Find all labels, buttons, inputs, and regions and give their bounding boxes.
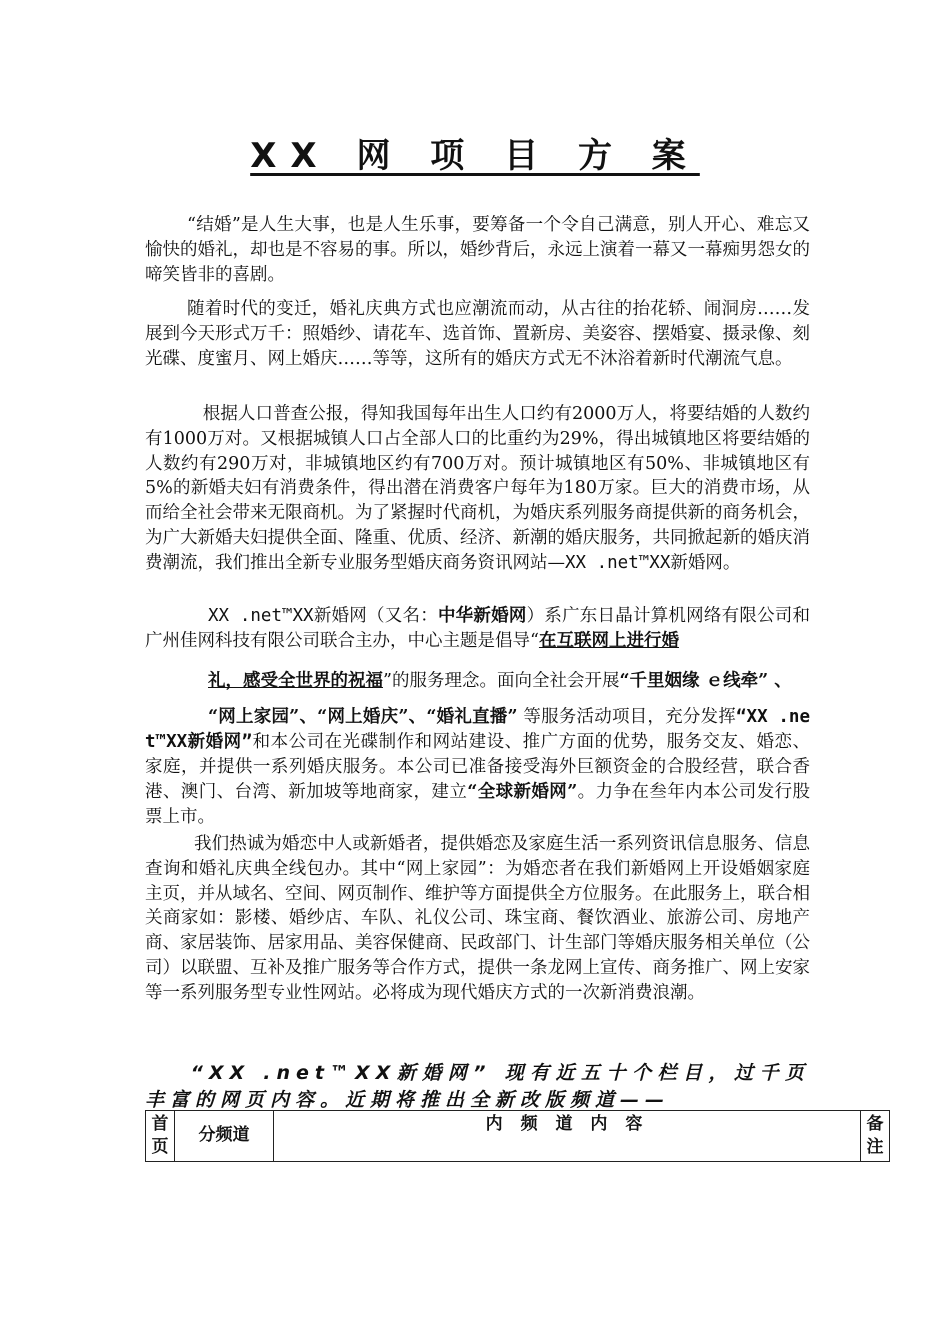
header-content: 内 频 道 内 容: [274, 1111, 861, 1162]
activity-separator: 、: [768, 670, 792, 691]
site-name: XX .net™XX新婚网: [565, 552, 723, 573]
slogan-part-b: 礼，感受全世界的祝福: [208, 670, 383, 691]
intro-paragraph: “结婚”是人生大事，也是人生乐事，要筹备一个令自己满意，别人开心、难忘又愉快的婚礼，却也是不容易的事。所以，婚纱背后，永远上演着一幕又一幕痴男怨女的啼笑皆非的喜剧。: [145, 215, 810, 285]
table-header-row: [146, 1111, 890, 1162]
company-paragraph: [145, 604, 810, 829]
global-site-name: “全球新婚网”: [467, 781, 578, 802]
market-text: 根据人口普查公报，得知我国每年出生人口约有2000万人，将要结婚的人数约有1000万对。又根据城镇人口占全部人口的比重约为29%，得出城镇地区将要结婚的人数约有290万对，非城镇地区约有700万对。预计城镇地区有50%、非城镇地区有5%的新婚夫妇有消费条件，得出潜在消费客户每年为180万家。巨大的消费市场，从而给全社会带来无限商机。为了紧握时代商机，为婚庆系列服务商提供新的商务机会，为广大新婚夫妇提供全面、隆重、优质、经济、新潮的婚庆服务，共同掀起新的婚庆消费潮流，我们推出全新专业服务型婚庆商务资讯网站—: [145, 404, 810, 573]
channels-heading: “XX .net™XX新婚网” 现有近五十个栏目，过千页丰富的网页内容。近期将推出全新改版频道——: [145, 1062, 810, 1111]
company-text-1: ）系广东日晶计算机网络有限公司和广州佳网科技有限公司联合主办，中心主题是倡导“: [145, 606, 811, 651]
channel-table: [145, 1110, 890, 1162]
company-text-3: 等服务活动项目，充分发挥: [517, 707, 737, 728]
company-text-5: 。力争在叁年内本公司发行股票上市。: [145, 781, 811, 827]
header-home: 首页: [146, 1111, 175, 1162]
company-text-4: 和本公司在光碟制作和网站建设、推广方面的优势，服务交友、婚恋、家庭，并提供一系列婚庆服务。本公司已准备接受海外巨额资金的合股经营，联合香港、澳门、台湾、新加坡等地商家，建立: [145, 732, 811, 802]
header-subchannel: 分频道: [175, 1111, 274, 1162]
site-name: XX .net™XX新婚网: [208, 606, 368, 626]
services-paragraph: 我们热诚为婚恋中人或新婚者，提供婚恋及家庭生活一系列资讯信息服务、信息查询和婚礼庆典全线包办。其中“网上家园”：为婚恋者在我们新婚网上开设婚姻家庭主页，并从域名、空间、网页制作、维护等方面提供全方位服务。在此服务上，联合相关商家如：影楼、婚纱店、车队、礼仪公司、珠宝商、餐饮酒业、旅游公司、房地产商、家居装饰、居家用品、美容保健商、民政部门、计生部门等婚庆服务相关单位（公司）以联盟、互补及推广服务等合作方式，提供一条龙网上宣传、商务推广、网上安家等一系列服务型专业性网站。必将成为现代婚庆方式的一次新消费浪潮。: [145, 834, 810, 1003]
company-text-2: ”的服务理念。面向全社会开展: [383, 670, 620, 691]
activity-list: “网上家园”、“网上婚庆”、“婚礼直播”: [208, 707, 518, 728]
page-title: XX 网 项 目 方 案: [250, 136, 700, 176]
trend-paragraph: 随着时代的变迁，婚礼庆典方式也应潮流而动，从古往的抬花轿、闹洞房……发展到今天形式万千：照婚纱、请花车、选首饰、置新房、美姿容、摆婚宴、摄录像、刻光碟、度蜜月、网上婚庆……等等，这所有的婚庆方式无不沐浴着新时代潮流气息。: [145, 299, 810, 369]
header-note: 备注: [861, 1111, 890, 1162]
activity-qianli: “千里姻缘 ｅ线牵”: [619, 670, 769, 691]
site-alias: 中华新婚网: [437, 606, 527, 626]
slogan-part-a: 在互联网上进行婚: [538, 630, 679, 651]
market-end: 。: [722, 552, 741, 573]
site-name-quoted: “XX .net™XX新婚网”: [145, 707, 810, 753]
alias-prefix: （又名：: [367, 606, 438, 626]
market-paragraph: [145, 402, 810, 576]
